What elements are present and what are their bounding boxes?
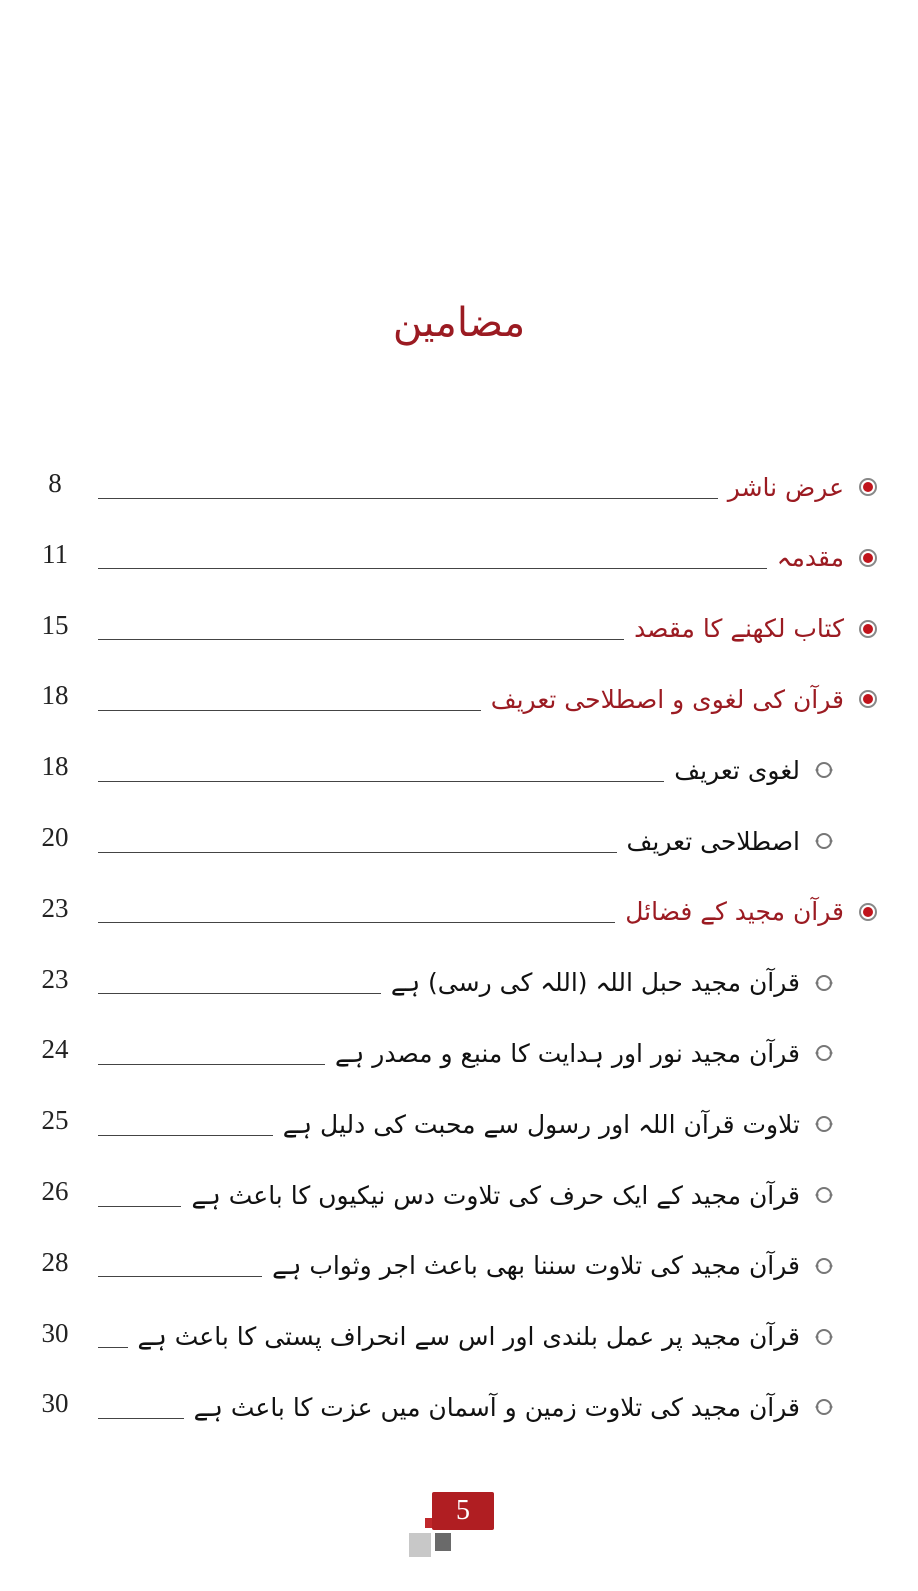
hollow-bullet-icon	[814, 1256, 834, 1276]
toc-entry[interactable]	[0, 806, 918, 876]
entry-title: قرآن مجید کے فضائل	[625, 897, 844, 927]
entry-title: اصطلاحی تعریف	[626, 826, 800, 856]
entry-title: قرآن کی لغوی و اصطلاحی تعریف	[490, 684, 844, 714]
entry-title: قرآن مجید نور اور ہدایت کا منبع و مصدر ہے	[335, 1038, 800, 1068]
entry-title: عرض ناشر	[727, 472, 844, 502]
entry-title: قرآن مجید کی تلاوت زمین و آسمان میں عزت کا باعث ہے	[193, 1392, 800, 1422]
leader-line	[98, 781, 664, 782]
toc-entry[interactable]	[0, 1089, 918, 1159]
leader-line	[98, 1347, 128, 1348]
page-number-badge: 5	[432, 1492, 494, 1530]
entry-body	[98, 1302, 834, 1372]
filled-bullet-icon	[858, 548, 878, 568]
hollow-bullet-icon	[814, 831, 834, 851]
page-title: مضامین	[392, 300, 526, 346]
leader-line	[98, 1135, 273, 1136]
toc-entry[interactable]	[0, 452, 918, 522]
toc-entry[interactable]	[0, 523, 918, 593]
page-number: 20	[41, 822, 69, 852]
entry-body	[98, 1018, 834, 1088]
leader-line	[98, 1418, 184, 1419]
entry-body	[98, 523, 878, 593]
entry-title: تلاوت قرآن اللہ اور رسول سے محبت کی دلیل ہے	[282, 1109, 800, 1139]
entry-body	[98, 452, 878, 522]
entry-title: قرآن مجید کے ایک حرف کی تلاوت دس نیکیوں کا باعث ہے	[191, 1180, 800, 1210]
entry-body	[98, 594, 878, 664]
leader-line	[98, 1276, 262, 1277]
filled-bullet-icon	[858, 689, 878, 709]
page-number: 30	[41, 1388, 69, 1419]
page-number: 11	[42, 538, 68, 569]
page-number: 18	[41, 680, 69, 711]
hollow-bullet-icon	[814, 760, 834, 780]
toc-entry[interactable]	[0, 594, 918, 664]
toc-entry[interactable]	[0, 948, 918, 1018]
toc-entry[interactable]	[0, 1160, 918, 1230]
entry-body	[98, 1231, 834, 1301]
leader-line	[98, 710, 481, 711]
entry-body	[98, 735, 834, 805]
toc-entry[interactable]	[0, 1302, 918, 1372]
page-number: 23	[41, 963, 69, 994]
hollow-bullet-icon	[814, 1327, 834, 1347]
entry-title: لغوی تعریف	[674, 755, 800, 785]
filled-bullet-icon	[858, 477, 878, 497]
hollow-bullet-icon	[814, 973, 834, 993]
page-number: 25	[41, 1105, 69, 1136]
entry-title: قرآن مجید کی تلاوت سننا بھی باعث اجر وثواب ہے	[272, 1251, 800, 1281]
decor-square-light-gray	[409, 1533, 431, 1557]
entry-body	[98, 664, 878, 734]
leader-line	[98, 1064, 325, 1065]
leader-line	[98, 639, 624, 640]
entry-body	[98, 806, 834, 876]
toc-entry[interactable]	[0, 735, 918, 805]
leader-line	[98, 1206, 181, 1207]
filled-bullet-icon	[858, 619, 878, 639]
entry-title: مقدمہ	[776, 543, 844, 573]
page-number: 30	[41, 1317, 69, 1348]
leader-line	[98, 498, 718, 499]
entry-title: قرآن مجید حبل اللہ (اللہ کی رسی) ہے	[390, 968, 800, 998]
entry-body	[98, 877, 878, 947]
entry-title: قرآن مجید پر عمل بلندی اور اس سے انحراف پستی کا باعث ہے	[137, 1322, 800, 1352]
filled-bullet-icon	[858, 902, 878, 922]
page-number: 26	[41, 1176, 69, 1206]
page-number: 15	[41, 609, 69, 640]
page-number: 8	[48, 468, 62, 498]
hollow-bullet-icon	[814, 1397, 834, 1417]
page-number: 23	[41, 892, 69, 923]
hollow-bullet-icon	[814, 1185, 834, 1205]
toc-entry[interactable]	[0, 1372, 918, 1442]
page-number: 18	[41, 751, 69, 782]
decor-square-dark-gray	[435, 1533, 451, 1551]
leader-line	[98, 993, 381, 994]
leader-line	[98, 922, 615, 923]
entry-body	[98, 1089, 834, 1159]
leader-line	[98, 568, 767, 569]
toc-entry[interactable]	[0, 877, 918, 947]
toc-entry[interactable]	[0, 664, 918, 734]
page-number: 24	[41, 1034, 69, 1065]
entry-title: کتاب لکھنے کا مقصد	[634, 614, 844, 644]
entry-body	[98, 1372, 834, 1442]
toc-entry[interactable]	[0, 1231, 918, 1301]
page-number: 28	[41, 1246, 69, 1277]
leader-line	[98, 852, 617, 853]
toc-entry[interactable]	[0, 1018, 918, 1088]
entry-body	[98, 948, 834, 1018]
entry-body	[98, 1160, 834, 1230]
hollow-bullet-icon	[814, 1043, 834, 1063]
hollow-bullet-icon	[814, 1114, 834, 1134]
